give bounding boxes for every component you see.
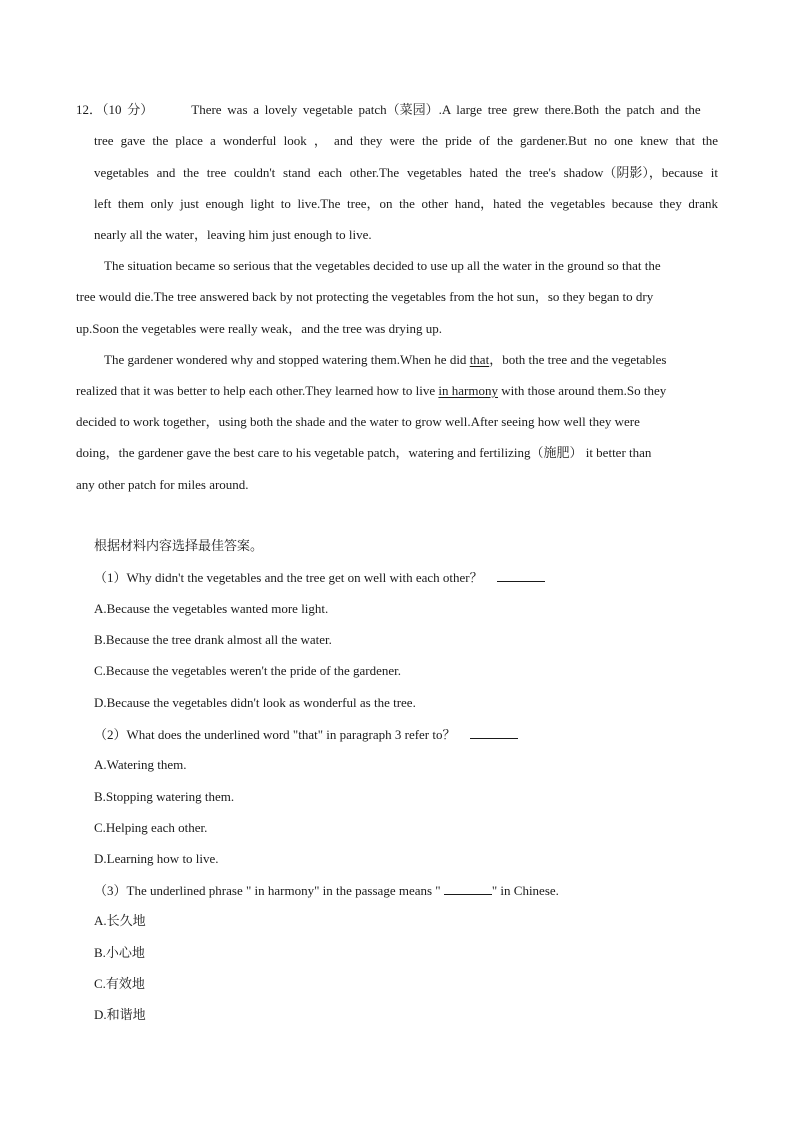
underlined-word-that: that [469,352,490,367]
passage-p1-line-4 [94,196,718,212]
passage-text: The situation became so serious that the vegetables decided to use up all the water in the ground so that the [104,258,661,273]
answer-blank-2[interactable] [470,726,518,739]
passage-p2-line-3 [76,321,442,337]
passage-text: realized that it was better to help each other.They learned how to live [76,383,439,398]
sub-question-prompt-text: （3）The underlined phrase " in harmony" in the passage means " [94,883,444,898]
sub-question-2-option-d[interactable]: D.Learning how to live. [94,851,219,866]
sub-question-1-option-c[interactable]: C.Because the vegetables weren't the pride of the gardener. [94,663,401,678]
passage-text: doing，the gardener gave the best care to his vegetable patch，watering and fertilizing（施肥） it better than [76,445,652,460]
sub-question-3-prompt [94,882,559,899]
sub-question-2-option-c[interactable]: C.Helping each other. [94,820,208,835]
question-number: 12． [76,102,103,117]
passage-p1-line-5 [94,227,372,243]
sub-question-prompt-text: （2）What does the underlined word "that" in paragraph 3 refer to？ [94,727,456,742]
sub-question-3-option-b[interactable]: B.小心地 [94,945,145,960]
passage-text: There was a lovely vegetable patch（菜园）.A large tree grew there.Both the patch and the [191,102,701,117]
sub-question-1-option-b[interactable]: B.Because the tree drank almost all the water. [94,632,332,647]
sub-question-1-option-a[interactable]: A.Because the vegetables wanted more light. [94,601,329,616]
passage-p3-line-4 [76,445,651,461]
passage-p1-line-3 [94,165,718,181]
passage-p1-line-2 [94,133,718,149]
underlined-phrase-in-harmony: in harmony [438,383,498,398]
passage-p3-line-5 [76,477,249,493]
sub-question-3-option-d[interactable]: D.和谐地 [94,1007,146,1022]
passage-text: tree gave the place a wonderful look ， and they were the pride of the gardener.But no one knew that the [94,133,718,148]
sub-question-3-option-c[interactable]: C.有效地 [94,976,145,991]
instruction-text: 根据材料内容选择最佳答案。 [94,538,264,553]
sub-question-prompt-text: " in Chinese. [491,883,559,898]
sub-question-2-option-b[interactable]: B.Stopping watering them. [94,789,235,804]
sub-question-2-prompt [94,726,518,743]
sub-question-1-prompt [94,569,545,586]
passage-text: decided to work together，using both the shade and the water to grow well.After seeing how well they were [76,414,640,429]
passage-p2-line-1 [104,258,661,274]
passage-text: left them only just enough light to live.The tree，on the other hand，hated the vegetables because they drank [94,196,718,211]
passage-p3-line-2 [76,383,666,399]
sub-question-prompt-text: （1）Why didn't the vegetables and the tree get on well with each other？ [94,570,483,585]
answer-blank-3[interactable] [444,882,492,895]
sub-question-3-option-a[interactable]: A.长久地 [94,913,146,928]
passage-text: The gardener wondered why and stopped watering them.When he did [104,352,470,367]
sub-question-1-option-d[interactable]: D.Because the vegetables didn't look as wonderful as the tree. [94,695,416,710]
passage-text: vegetables and the tree couldn't stand each other.The vegetables hated the tree's shadow（阴影），because it [94,165,718,180]
question-points: （10 分） [102,102,154,117]
passage-p3-line-1 [104,352,666,368]
passage-p3-line-3 [76,414,640,430]
passage-text: tree would die.The tree answered back by not protecting the vegetables from the hot sun，so they began to dry [76,289,654,304]
passage-p2-line-2 [76,289,653,305]
passage-text: nearly all the water，leaving him just enough to live. [94,227,372,242]
passage-text: with those around them.So they [498,383,667,398]
passage-text: up.Soon the vegetables were really weak，and the tree was drying up. [76,321,443,336]
answer-blank-1[interactable] [497,569,545,582]
passage-text: any other patch for miles around. [76,477,249,492]
passage-p1-line-1 [76,102,718,118]
sub-question-2-option-a[interactable]: A.Watering them. [94,757,187,772]
passage-text: ，both the tree and the vegetables [489,352,667,367]
